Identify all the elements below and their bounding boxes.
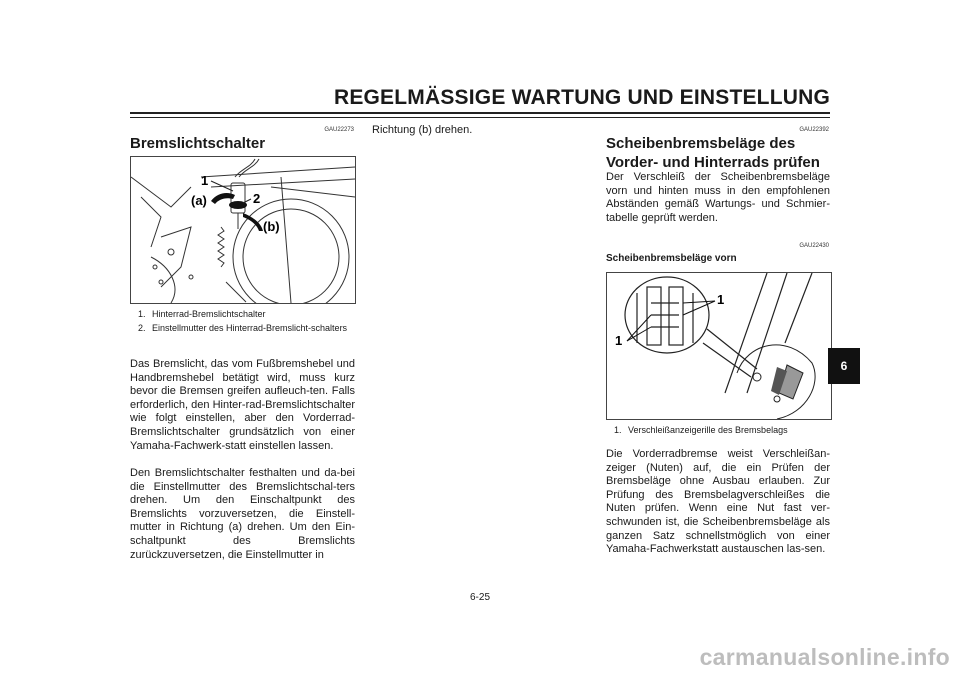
paragraph: Die Vorderradbremse weist Verschleißan-zeiger (Nuten) auf, die ein Prüfen der Bremsbeläge ohne Ausbau erlauben. Zur Prüfung des Bremsbelagverschleißes die Nuten prüfen. Wenn eine Nut fast ver-schwunden ist, die Scheibenbremsbeläge als ganzen Satz schnellstmöglich von einer Yamaha-Fachwerkstatt austauschen las-sen. — [606, 448, 830, 556]
figure-label-1: 1 — [717, 292, 725, 307]
brake-pad-illustration — [607, 273, 831, 419]
figure-caption-list — [138, 309, 354, 334]
header-rule — [130, 112, 830, 114]
brake-pad-figure — [606, 272, 832, 420]
figure-label-b: (b) — [263, 219, 280, 234]
paragraph-continuation: Richtung (b) drehen. — [372, 124, 473, 136]
figure-label-1: 1 — [201, 173, 209, 188]
caption-item: 1. Verschleißanzeigerille des Bremsbelags — [614, 425, 788, 435]
paragraph: Den Bremslichtschalter festhalten und da-bei die Einstellmutter des Bremslichtschal-ters drehen. Um den Einschaltpunkt des Bremslichts vorzuversetzen, die Einstell-mutter in Richtung (a) drehen. Um den Ein-schaltpunkt des Bremslichts zurückzuversetzen, die Einstellmutter in — [130, 467, 355, 561]
paragraph: Der Verschleiß der Scheibenbremsbeläge vorn und hinten muss in den empfohlenen Abständen gemäß Wartungs- und Schmier-tabelle geprüft werden. — [606, 171, 830, 224]
subsection-heading-front-pads: Scheibenbremsbeläge vorn — [606, 253, 737, 264]
section-heading-brake-pads: Scheibenbremsbeläge des Vorder- und Hinterrads prüfen — [606, 135, 820, 171]
header-rule-thin — [130, 117, 830, 118]
page-header-title: REGELMÄSSIGE WARTUNG UND EINSTELLUNG — [333, 86, 830, 109]
paragraph: Das Bremslicht, das vom Fußbremshebel und Handbremshebel betätigt wird, muss kurz bevor die Bremsen greifen aufleuch-ten. Falls erforderlich, den Hinter-rad-Bremslichtschalter wie folgt einstellen, aber den Vorderrad-Bremslichtschalter grundsätzlich von einer Yamaha-Fachwerk-statt einstellen lassen. — [130, 358, 355, 452]
section-heading-brake-light-switch: Bremslichtschalter — [130, 135, 266, 152]
section-code: GAU22273 — [324, 127, 354, 133]
figure-caption-list — [614, 425, 830, 437]
brake-light-switch-figure — [130, 156, 356, 304]
figure-label-1: 1 — [615, 333, 623, 348]
page-number: 6-25 — [469, 592, 490, 603]
brake-light-switch-illustration — [131, 157, 355, 303]
caption-item: 1. Hinterrad-Bremslichtschalter — [138, 309, 266, 319]
chapter-tab: 6 — [828, 348, 860, 384]
subsection-code: GAU22430 — [799, 243, 829, 249]
figure-label-2: 2 — [253, 191, 261, 206]
section-code: GAU22392 — [799, 127, 829, 133]
watermark: carmanualsonline.info — [699, 644, 950, 670]
figure-label-a: (a) — [191, 193, 207, 208]
caption-item: 2. Einstellmutter des Hinterrad-Bremslicht-schalters — [138, 322, 348, 333]
